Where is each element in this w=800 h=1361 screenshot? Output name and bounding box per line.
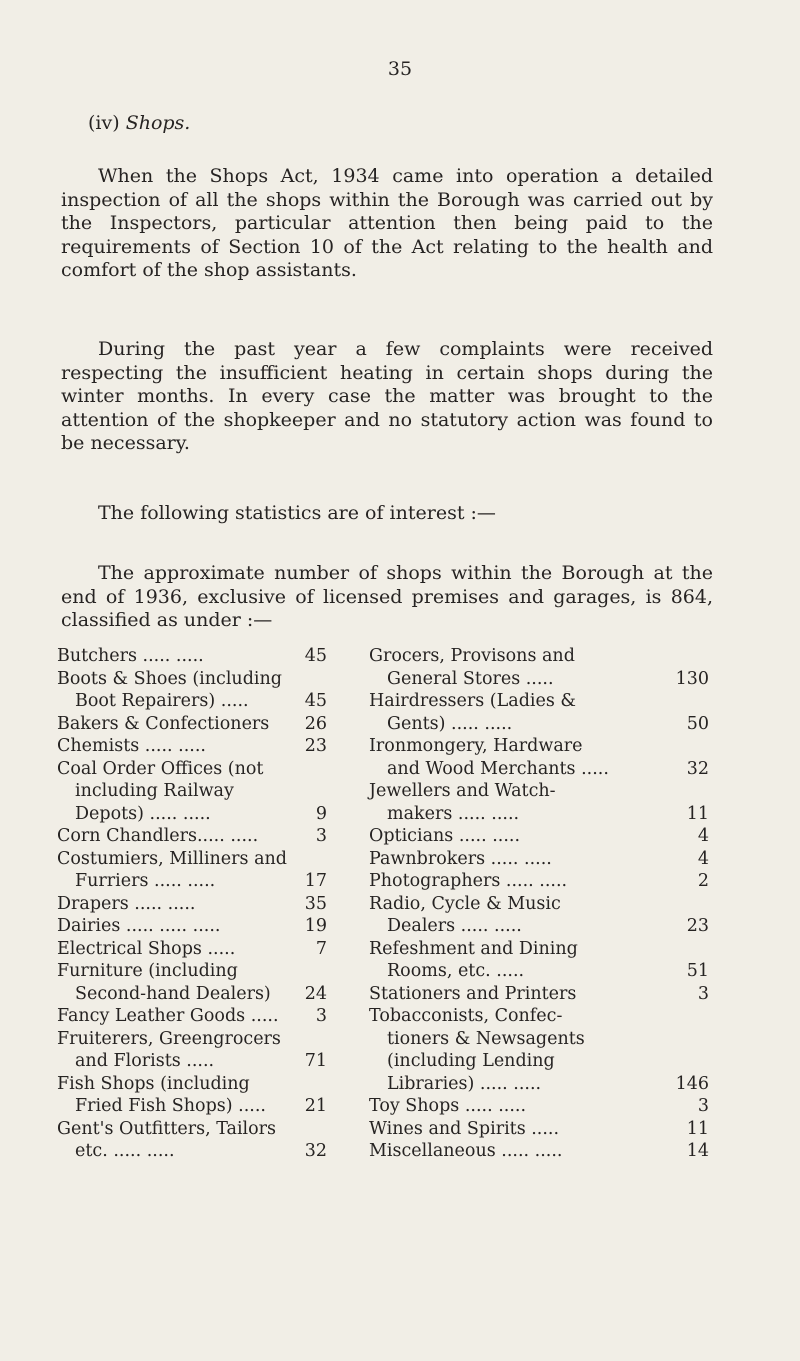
shop-category-name-line: Boots & Shoes (including — [57, 668, 282, 689]
shop-category-row — [57, 1028, 327, 1073]
shop-count: 146 — [675, 1073, 709, 1094]
shop-count: 50 — [686, 713, 709, 734]
shop-category-name — [369, 1005, 709, 1095]
shop-count: 4 — [697, 848, 709, 869]
shop-count: 11 — [686, 1118, 709, 1139]
shop-count: 3 — [315, 826, 327, 846]
shop-count: 26 — [304, 713, 327, 734]
shop-category-row — [57, 1118, 327, 1163]
shop-category-name-line: Miscellaneous ..... ..... — [369, 1141, 563, 1161]
shop-category-name-line: Fruiterers, Greengrocers — [57, 1028, 281, 1049]
shop-category-name-line: Dairies ..... ..... ..... — [57, 916, 221, 936]
shop-count: 7 — [315, 938, 327, 959]
shop-count: 32 — [686, 758, 709, 779]
shop-category-name-line: Chemists ..... ..... — [57, 736, 206, 756]
shop-category-name — [369, 780, 709, 825]
shop-category-name — [57, 938, 327, 961]
paragraph-shops-act: When the Shops Act, 1934 came into operation a detailed inspection of all the shops within the Borough was carried out by the Inspectors, particular attention then being paid to the requirements of Section 10 of the Act relating to the health and comfort of the shop assistants. — [61, 165, 713, 281]
shop-category-name — [57, 735, 327, 758]
shop-count: 3 — [697, 1096, 709, 1116]
shop-category-name-line: tioners & Newsagents — [387, 1028, 585, 1049]
shop-category-name — [57, 960, 327, 1005]
shop-category-row — [369, 1118, 709, 1141]
shop-category-name — [57, 1028, 327, 1073]
shop-category-name-line: including Railway — [75, 781, 234, 801]
shop-category-name — [369, 870, 709, 893]
shop-category-row — [57, 645, 327, 668]
shop-category-name — [57, 915, 327, 938]
paragraph-statistics-intro: The following statistics are of interest :— — [98, 502, 496, 524]
shop-category-name — [369, 893, 709, 938]
shop-category-row — [369, 870, 709, 893]
shop-count: 3 — [315, 1006, 327, 1026]
shop-count: 14 — [686, 1141, 709, 1161]
shop-category-row — [57, 1073, 327, 1118]
shop-category-name-line: etc. ..... ..... — [75, 1141, 175, 1161]
shop-category-name — [369, 1140, 709, 1163]
shop-category-row — [369, 780, 709, 825]
shop-category-name — [369, 645, 709, 690]
shop-category-name-line: Butchers ..... ..... — [57, 646, 204, 666]
shop-category-name-line: Coal Order Offices (not — [57, 758, 264, 779]
shop-category-name — [369, 1118, 709, 1141]
shop-category-name — [57, 848, 327, 893]
shop-category-row — [57, 848, 327, 893]
shop-category-name-line: Opticians ..... ..... — [369, 826, 521, 846]
shop-count: 19 — [304, 916, 327, 936]
paragraph-shop-count: The approximate number of shops within the Borough at the end of 1936, exclusive of licensed premises and garages, is 864, classified as under :— — [61, 562, 713, 631]
shop-category-name-line: and Florists ..... — [75, 1051, 215, 1071]
shop-category-row — [57, 668, 327, 713]
shop-count: 23 — [686, 916, 709, 936]
shop-category-name — [369, 938, 709, 983]
shop-category-name — [369, 1095, 709, 1118]
shop-category-name-line: Fried Fish Shops) ..... — [75, 1096, 266, 1116]
shop-count: 51 — [686, 961, 709, 981]
left-shop-list — [57, 645, 327, 1163]
shop-category-name-line: Wines and Spirits ..... — [369, 1118, 560, 1139]
shop-category-row — [369, 938, 709, 983]
shop-category-name-line: Grocers, Provisons and — [369, 646, 575, 666]
shop-category-row — [57, 758, 327, 826]
shop-category-row — [369, 1005, 709, 1095]
shop-category-name-line: Tobacconists, Confec- — [369, 1006, 563, 1026]
shop-category-row — [369, 983, 709, 1006]
shop-category-name-line: Gents) ..... ..... — [387, 713, 513, 734]
shop-category-row — [369, 848, 709, 871]
shop-count: 24 — [304, 983, 327, 1004]
shop-category-name-line: Hairdressers (Ladies & — [369, 691, 576, 711]
shop-category-name-line: Bakers & Confectioners — [57, 713, 270, 734]
shop-category-name — [57, 1118, 327, 1163]
shop-category-row — [57, 938, 327, 961]
shop-category-row — [57, 1005, 327, 1028]
shop-category-name — [369, 983, 709, 1006]
shop-category-row — [57, 960, 327, 1005]
shop-category-name-line: Second-hand Dealers) — [75, 983, 271, 1004]
shop-category-name — [369, 690, 709, 735]
shop-count: 21 — [304, 1096, 327, 1116]
shop-category-name-line: Stationers and Printers — [369, 983, 577, 1004]
shop-count: 23 — [304, 736, 327, 756]
section-heading — [88, 112, 190, 134]
shop-category-row — [369, 893, 709, 938]
shop-count: 11 — [686, 803, 709, 824]
shop-category-row — [57, 713, 327, 736]
shop-category-name-line: General Stores ..... — [387, 668, 554, 689]
shop-category-name-line: Dealers ..... ..... — [387, 916, 522, 936]
shop-category-name — [57, 1073, 327, 1118]
shop-count: 17 — [304, 871, 327, 891]
shop-category-row — [57, 915, 327, 938]
right-shop-list — [369, 645, 709, 1163]
shop-category-name — [57, 758, 327, 826]
shop-category-name-line: Costumiers, Milliners and — [57, 848, 287, 869]
shop-category-row — [57, 825, 327, 848]
shop-category-name-line: Pawnbrokers ..... ..... — [369, 848, 552, 869]
shop-category-name — [57, 645, 327, 668]
section-title: Shops. — [125, 112, 191, 134]
shop-category-row — [57, 893, 327, 916]
shop-count: 130 — [675, 668, 709, 689]
shop-category-row — [369, 1095, 709, 1118]
shop-count: 45 — [304, 646, 327, 666]
shop-category-name-line: Libraries) ..... ..... — [387, 1073, 542, 1094]
shop-category-name-line: Gent's Outfitters, Tailors — [57, 1118, 277, 1139]
shop-category-name-line: Fancy Leather Goods ..... — [57, 1006, 279, 1026]
shop-category-name-line: Toy Shops ..... ..... — [369, 1096, 527, 1116]
shop-category-name-line: Furniture (including — [57, 961, 238, 981]
shop-category-row — [369, 1140, 709, 1163]
shop-category-row — [369, 825, 709, 848]
shop-category-name — [57, 1005, 327, 1028]
shop-category-name-line: Refeshment and Dining — [369, 938, 578, 959]
shop-category-name-line: Depots) ..... ..... — [75, 803, 211, 824]
shop-count: 45 — [304, 691, 327, 711]
shop-category-name-line: makers ..... ..... — [387, 803, 520, 824]
shop-category-name — [57, 825, 327, 848]
shop-category-name — [57, 893, 327, 916]
shop-category-name-line: Ironmongery, Hardware — [369, 736, 583, 756]
section-numeral: (iv) — [88, 112, 120, 134]
shop-category-name-line: Drapers ..... ..... — [57, 893, 196, 914]
shop-category-name-line: (including Lending — [387, 1051, 555, 1071]
shop-category-row — [369, 690, 709, 735]
shop-category-name — [369, 825, 709, 848]
shop-count: 4 — [697, 826, 709, 846]
shop-category-name-line: Rooms, etc. ..... — [387, 961, 525, 981]
shop-count: 71 — [304, 1051, 327, 1071]
shop-count: 35 — [304, 893, 327, 914]
shop-category-row — [369, 735, 709, 780]
shop-category-name-line: Jewellers and Watch- — [369, 781, 556, 801]
paragraph-complaints: During the past year a few complaints were received respecting the insufficient heating in certain shops during the winter months. In every case the matter was brought to the attention of the shopkeeper and no statutory action was found to be necessary. — [61, 338, 713, 454]
shop-category-name — [369, 848, 709, 871]
shop-category-name — [57, 668, 327, 713]
shop-category-name-line: Corn Chandlers..... ..... — [57, 826, 259, 846]
shop-category-name-line: Furriers ..... ..... — [75, 871, 216, 891]
shop-category-name-line: and Wood Merchants ..... — [387, 758, 609, 779]
shop-category-name-line: Boot Repairers) ..... — [75, 691, 249, 711]
shop-category-name — [57, 713, 327, 736]
shop-category-row — [369, 645, 709, 690]
shop-category-name-line: Fish Shops (including — [57, 1073, 250, 1094]
shop-category-name-line: Radio, Cycle & Music — [369, 893, 561, 914]
shop-count: 3 — [697, 983, 709, 1004]
shop-count: 32 — [304, 1141, 327, 1161]
shop-count: 2 — [697, 871, 709, 891]
page-number: 35 — [387, 58, 413, 80]
shop-category-name-line: Photographers ..... ..... — [369, 871, 568, 891]
shop-category-name-line: Electrical Shops ..... — [57, 938, 236, 959]
shop-category-name — [369, 735, 709, 780]
shop-category-row — [57, 735, 327, 758]
shop-count: 9 — [315, 803, 327, 824]
